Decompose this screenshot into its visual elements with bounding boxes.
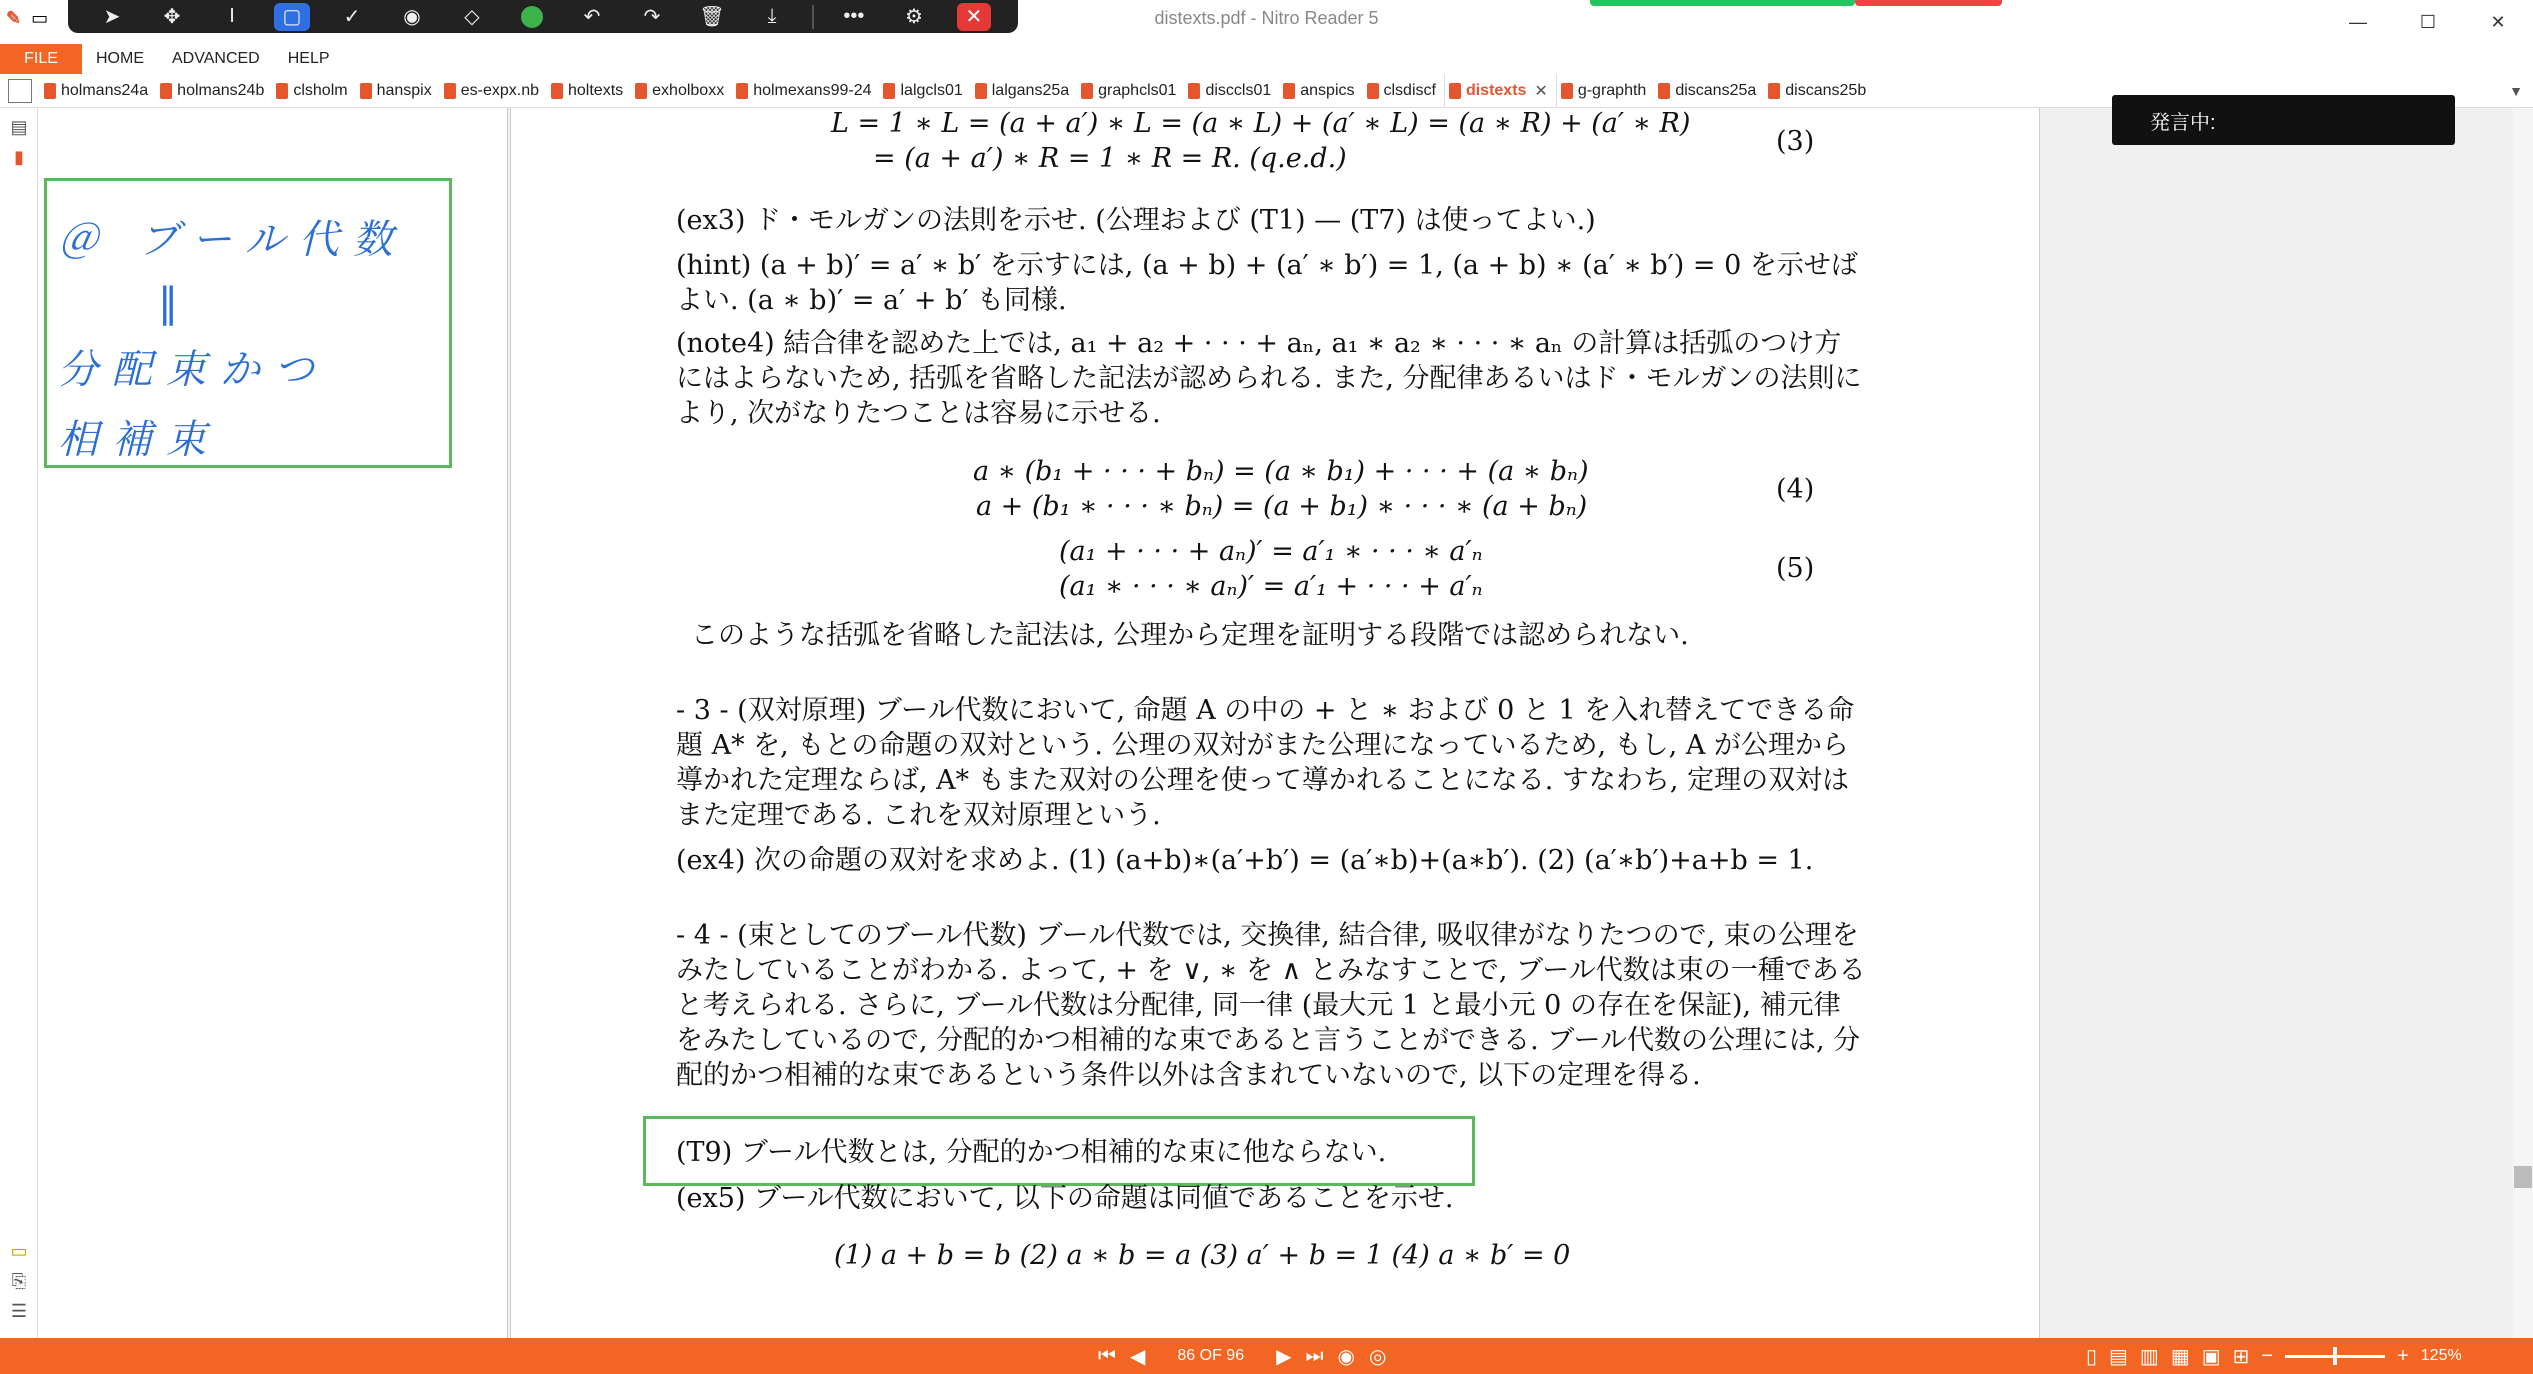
view-controls [2086,1338,2462,1374]
note-4: (note4) 結合律を認めた上では, a₁ + a₂ + · · · + aₙ, a₁ ∗ a₂ ∗ · · · ∗ aₙ の計算は括弧のつけ方にはよらないため, 括弧を省略した記法が認められる. また, 分配律あるいはド・モルガンの法則により, 次がなりたつことは容易に示せる. [676,328,1862,429]
text-cursor-icon: I [229,5,235,27]
hint: (hint) (a + b)′ = a′ ∗ b′ を示すには, (a + b) + (a′ ∗ b′) = 1, (a + b) ∗ (a′ ∗ b′) = 0 を示せば よい. (a ∗ b)′ = a′ + b′ も同様. [676,250,1858,316]
pdf-icon [1561,83,1573,99]
tab-discans25b[interactable]: discans25b [1764,74,1874,108]
section-3-duality: - 3 - (双対原理) ブール代数において, 命題 A の中の + と ∗ および 0 と 1 を入れ替えてできる命題 A* を, もとの命題の双対という. 公理の双対がまた公理になっているため, もし, A が公理から導かれた定理ならば, A* もまた双対の公理を使って導かれることになる. すなわち, 定理の双対はまた定理である. これを双対原理という. [676,695,1855,831]
zoom-slider[interactable] [2285,1355,2385,1358]
tab-discans25a[interactable]: discans25a [1654,74,1764,108]
next-page-icon[interactable]: ▶ [1276,1345,1292,1368]
stamp-tool-button[interactable] [382,2,442,32]
menu-bar [0,44,2533,74]
download-button[interactable] [742,2,802,32]
left-rail [0,108,38,1338]
equation-number-5: (5) [1776,553,1815,584]
fit-page-icon[interactable]: ▣ [2201,1345,2221,1368]
previous-page-icon[interactable]: ◀ [1130,1345,1146,1368]
facing-continuous-view-icon[interactable]: ▦ [2170,1345,2190,1368]
equation-number-3: (3) [1776,126,1815,157]
pointer-icon: ➤ [103,6,121,28]
section-4-lattice: - 4 - (束としてのブール代数) ブール代数では, 交換律, 結合律, 吸収律がなりたつので, 束の公理をみたしていることがわかる. よって, + を ∨, ∗ を ∧ とみなすことで, ブール代数は束の一種であると考えられる. さらに, ブール代数は分配律, 同一律 (最大元 1 と最小元 0 の存在を保証), 補元律をみたしているので, 分配的かつ相補的な束であると言うことができる. ブール代数の公理には, 分配的かつ相補的な束であるという条件以外は含まれていないので, 以下の定理を得る. [676,920,1866,1091]
note-line-4: 相補束 [58,417,220,463]
tab-hanspix[interactable]: hanspix [356,74,440,108]
equation-5a: (a₁ + · · · + aₙ)′ = a′₁ ∗ · · · ∗ a′ₙ [1059,536,1483,567]
tab-disccls01[interactable]: disccls01 [1184,74,1279,108]
pdf-icon [1658,83,1670,99]
page-counter[interactable]: 86 OF 96 [1177,1347,1245,1364]
pdf-icon [1367,83,1379,99]
redo-button[interactable] [622,2,682,32]
move-icon: ✥ [163,6,181,28]
move-tool-button[interactable] [142,2,202,32]
exercise-5: (ex5) ブール代数において, 以下の命題は同値であることを示せ. [676,1183,1454,1214]
pdf-icon [160,83,172,99]
eraser-icon: ◇ [464,6,480,28]
user-settings-button[interactable] [884,2,944,32]
exercise-3: (ex3) ド・モルガンの法則を示せ. (公理および (T1) — (T7) は使ってよい.) [676,205,1596,236]
zoom-in-icon[interactable]: + [2397,1344,2409,1367]
equation-3b: = (a + a′) ∗ R = 1 ∗ R = R. (q.e.d.) [873,143,1347,174]
tab-distexts[interactable]: distexts ✕ [1444,74,1557,108]
pdf-icon [1449,83,1461,99]
rectangle-tool-button[interactable] [262,2,322,32]
pdf-page [510,108,2040,1338]
scrollbar-thumb[interactable] [2514,1166,2532,1188]
menu-file[interactable]: FILE [0,44,82,74]
user-gear-icon: ⚙ [904,6,923,28]
menu-help[interactable]: HELP [287,50,330,67]
more-options-button[interactable] [824,2,884,32]
single-page-view-icon[interactable]: ▯ [2086,1345,2098,1368]
continuous-view-icon[interactable]: ▤ [2109,1345,2128,1368]
tab-es-expx[interactable]: es-expx.nb [440,74,547,108]
tab-holtexts[interactable]: holtexts [547,74,631,108]
zoom-level[interactable]: 125% [2420,1347,2462,1364]
window-controls [2323,0,2533,44]
note-line-3: 分配束かつ [58,347,328,393]
exercise-5-equations: (1) a + b = b (2) a ∗ b = a (3) a′ + b = 1 (4) a ∗ b′ = 0 [834,1240,1571,1271]
pdf-icon [1081,83,1093,99]
tab-holmans24a[interactable]: holmans24a [40,74,156,108]
pdf-icon [44,83,56,99]
text-cursor-tool-button[interactable] [202,2,262,32]
progress-bar-red [1855,0,2002,6]
note-line-2: ‖ [158,280,192,326]
check-tool-button[interactable] [322,2,382,32]
forward-view-icon[interactable]: ◎ [1368,1345,1387,1368]
nitro-logo-icon: ✎ [6,8,22,28]
tab-lalgcls01[interactable]: lalgcls01 [879,74,970,108]
equation-number-4: (4) [1776,474,1815,505]
fields-panel-icon[interactable]: ☰ [10,1301,28,1321]
equation-5b: (a₁ ∗ · · · ∗ aₙ)′ = a′₁ + · · · + a′ₙ [1059,571,1483,602]
toolbar-separator [812,5,814,29]
tab-clsdiscf[interactable]: clsdiscf [1363,74,1444,108]
document-list-icon[interactable] [8,79,32,103]
menu-home[interactable]: HOME [96,50,144,67]
exercise-4: (ex4) 次の命題の双対を求めよ. (1) (a+b)∗(a′+b′) = (a′∗b)+(a∗b′). (2) (a′∗b′)+a+b = 1. [676,845,1814,876]
stamp-icon: ◉ [403,6,421,28]
color-picker-button[interactable] [502,2,562,32]
rectangle-icon: ▢ [282,6,302,28]
green-color-icon [521,6,543,28]
redo-icon: ↷ [643,6,661,28]
equation-4b: a + (b₁ ∗ · · · ∗ bₙ) = (a + b₁) ∗ · · · ∗ (a + bₙ) [976,491,1588,522]
zoom-out-icon[interactable]: − [2261,1344,2274,1367]
back-view-icon[interactable]: ◉ [1337,1345,1355,1368]
close-window-button[interactable]: ✕ [2490,11,2506,32]
menu-advanced[interactable]: ADVANCED [172,50,260,67]
tab-lalgans25a[interactable]: lalgans25a [971,74,1077,108]
minimize-button[interactable]: — [2349,11,2367,32]
progress-bar-green [1590,0,1855,6]
trash-icon: 🗑 [699,6,725,28]
undo-button[interactable] [562,2,622,32]
tab-close-icon[interactable]: ✕ [1534,82,1548,100]
tab-overflow-chevron-icon[interactable]: ▼ [2509,82,2523,99]
page-navigation [1098,1338,1386,1374]
vertical-scrollbar[interactable] [2513,108,2533,1338]
more-icon: ••• [843,5,865,27]
pdf-icon [736,83,748,99]
close-icon: ✕ [965,6,983,28]
pdf-icon [975,83,987,99]
facing-view-icon[interactable]: ▥ [2139,1345,2159,1368]
fit-width-icon[interactable]: ⊞ [2232,1345,2250,1368]
pdf-icon [635,83,647,99]
download-icon: ⤓ [767,5,777,27]
equation-4a: a ∗ (b₁ + · · · + bₙ) = (a ∗ b₁) + · · · + (a ∗ bₙ) [973,456,1589,487]
zoom-slider-handle[interactable] [2333,1347,2337,1365]
first-page-icon[interactable]: ⏮ [1098,1344,1116,1367]
tab-holmexans99-24[interactable]: holmexans99-24 [732,74,879,108]
right-gutter [2040,108,2513,1338]
pages-panel-icon[interactable]: ▤ [10,117,28,137]
speaking-indicator: 発言中: [2112,95,2455,145]
pdf-icon [883,83,895,99]
pdf-icon [444,83,456,99]
handwritten-note-panel [38,108,508,1338]
maximize-button[interactable]: ☐ [2419,11,2437,32]
check-icon: ✓ [343,6,361,28]
tab-anspics[interactable]: anspics [1279,74,1362,108]
pdf-icon [551,83,563,99]
bookmarks-panel-icon[interactable]: ▮ [14,147,24,167]
status-bar [0,1338,2533,1374]
pdf-icon [360,83,372,99]
tab-clsholm[interactable]: clsholm [272,74,355,108]
pdf-icon [1188,83,1200,99]
delete-button[interactable] [682,2,742,32]
bracket-note: このような括弧を省略した記法は, 公理から定理を証明する段階では認められない. [691,620,1689,651]
tab-g-graphth[interactable]: g-graphth [1557,74,1655,108]
annotation-toolbar [68,0,1018,33]
open-folder-icon[interactable]: ▭ [31,8,49,28]
last-page-icon[interactable]: ⏭ [1305,1344,1324,1367]
tab-holmans24b[interactable]: holmans24b [156,74,272,108]
note-line-1: ＠ ブール代数 [58,217,407,263]
close-toolbar-button[interactable] [944,2,1004,32]
pdf-icon [276,83,288,99]
theorem-9: (T9) ブール代数とは, 分配的かつ相補的な束に他ならない. [676,1137,1387,1168]
window-title: distexts.pdf - Nitro Reader 5 [1154,8,1379,28]
pdf-icon [1283,83,1295,99]
pdf-icon [1768,83,1780,99]
tab-graphcls01[interactable]: graphcls01 [1077,74,1184,108]
pointer-tool-button[interactable] [82,2,142,32]
undo-icon: ↶ [583,6,601,28]
eraser-tool-button[interactable] [442,2,502,32]
equation-3a: L = 1 ∗ L = (a + a′) ∗ L = (a ∗ L) + (a′ ∗ L) = (a ∗ R) + (a′ ∗ R) [831,108,1691,139]
tab-exholboxx[interactable]: exholboxx [631,74,732,108]
attachments-panel-icon[interactable]: ⎘ [11,1271,27,1291]
comments-panel-icon[interactable]: ▭ [10,1241,28,1261]
